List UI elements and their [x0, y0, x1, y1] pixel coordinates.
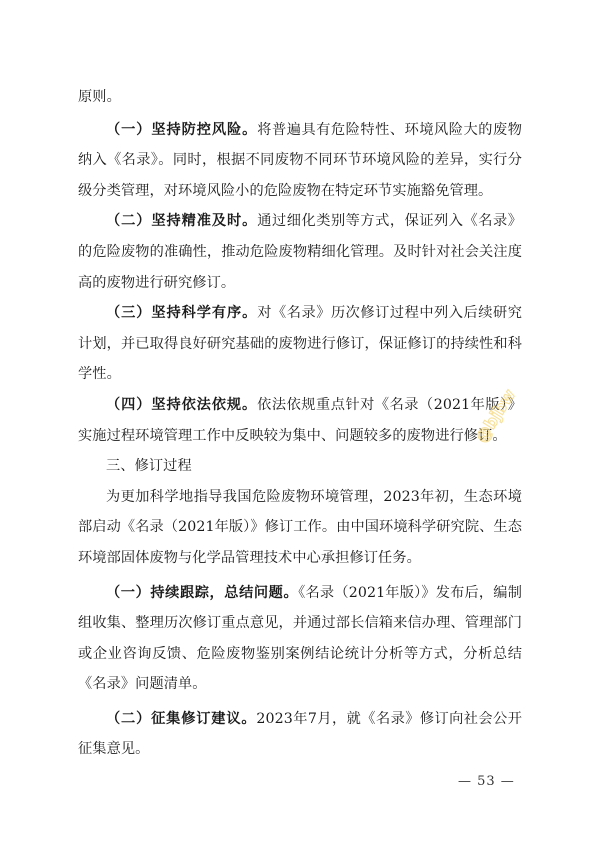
- principle-heading: （三）坚持科学有序。: [106, 305, 258, 322]
- paragraph-text: 原则。: [78, 89, 121, 105]
- principle-heading: （四）坚持依法依规。: [106, 396, 258, 413]
- revision-background: [78, 482, 522, 574]
- process-heading: （一）持续跟踪，总结问题。: [106, 584, 299, 601]
- principle-precision: [78, 206, 522, 298]
- principle-scientific: [78, 298, 522, 390]
- paragraph-text: 《名录（2021年版）》发布后，编制组收集、整理历次修订重点意见，并通过部长信箱来信办理、管理部门或企业咨询反馈、危险废物鉴别案例结论统计分析等方式，分析总结《名录》问题清单。: [78, 584, 522, 693]
- process-tracking: [78, 578, 522, 700]
- principle-heading: （二）坚持精准及时。: [106, 213, 258, 230]
- paragraph-text: 通过细化类别等方式，保证列入《名录》的危险废物的准确性，推动危险废物精细化管理。及时针对社会关注度高的废物进行研究修订。: [78, 213, 522, 291]
- paragraph-continuation: [78, 82, 522, 113]
- process-heading: （二）征集修订建议。: [106, 710, 257, 727]
- process-solicit: [78, 704, 522, 765]
- principle-legal: [78, 390, 522, 451]
- paragraph-text: 2023年7月，就《名录》修订向社会公开征集意见。: [78, 710, 522, 758]
- paragraph-text: 对《名录》历次修订过程中列入后续研究计划，并已取得良好研究基础的废物进行修订，保证修订的持续性和科学性。: [78, 305, 522, 383]
- page-number: — 53 —: [458, 774, 515, 789]
- paragraph-text: 将普遍具有危险特性、环境风险大的废物纳入《名录》。同时，根据不同废物不同环节环境风险的差异，实行分级分类管理，对环境风险小的危险废物在特定环节实施豁免管理。: [78, 121, 522, 199]
- watermark-text: @bjbw: [471, 385, 520, 446]
- principle-risk-control: [78, 115, 522, 207]
- document-body: [78, 82, 522, 765]
- section-heading: 三、修订过程: [106, 458, 192, 475]
- paragraph-text: 依法依规重点针对《名录（2021年版）》实施过程环境管理工作中反映较为集中、问题较多的废物进行修订。: [78, 396, 522, 444]
- principle-heading: （一）坚持防控风险。: [106, 121, 258, 138]
- paragraph-text: 为更加科学地指导我国危险废物环境管理，2023年初，生态环境部启动《名录（2021年版）》修订工作。由中国环境科学研究院、生态环境部固体废物与化学品管理技术中心承担修订任务。: [78, 488, 522, 566]
